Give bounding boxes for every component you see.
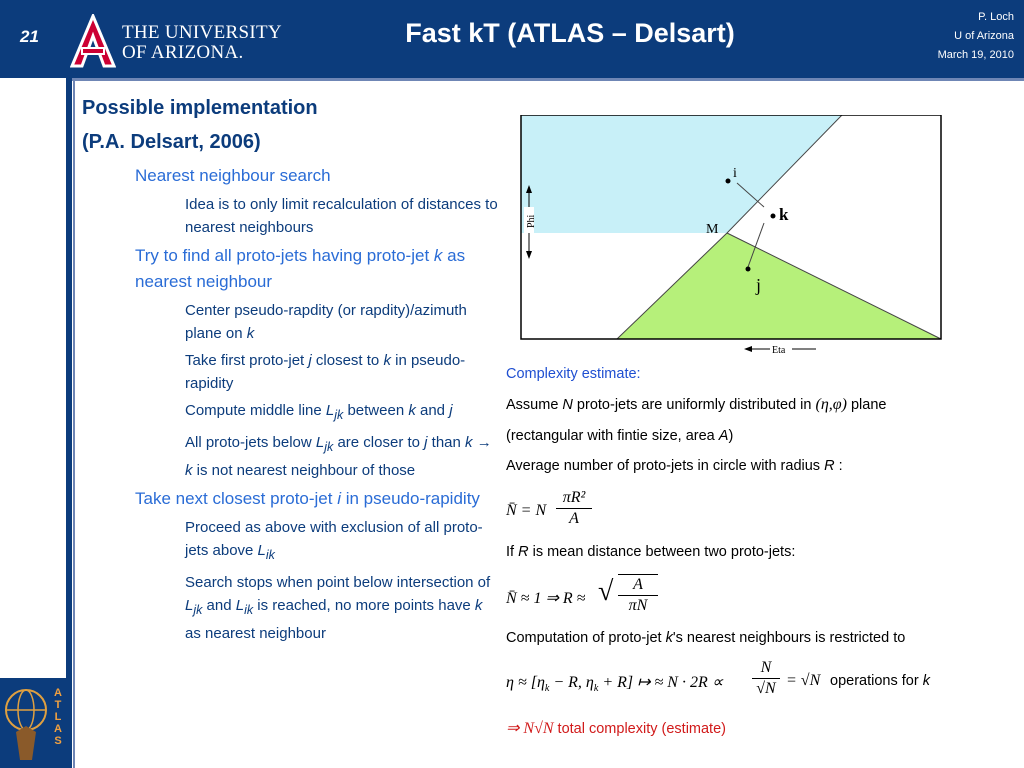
university-name [122,23,282,63]
var-l: L [257,542,266,559]
var-k: k [433,246,443,265]
equation-3 [506,658,1020,708]
eq3-numerator: N [752,658,780,679]
sub-ik: ik [244,603,254,617]
text: is mean distance between two proto-jets: [528,544,796,560]
atlas-label: ATLAS [54,687,62,747]
eta-phi-math: (η,φ) [815,396,847,413]
left-strip [0,78,66,768]
text: as nearest neighbour [135,246,466,291]
text: − R, η [549,674,594,691]
text: as nearest neighbour [185,625,326,642]
sub-bullet-proceed [185,516,500,567]
total-line [506,718,726,738]
var-l: L [315,434,325,451]
eq2-lhs: N̄ ≈ 1 ⇒ R ≈ [506,590,586,607]
text: in pseudo-rapidity [185,352,466,392]
sub-bullet-idea: Idea is to only limit recalculation of distances to nearest neighbours [185,196,498,236]
var-l: L [325,402,335,419]
text: ) [728,428,734,444]
bullet-content [82,91,500,645]
text: Try to find all proto-jets having proto-jet [135,246,434,265]
label-i: i [733,166,737,181]
slide-meta [938,8,1014,65]
header-rule [0,78,1024,81]
text: Compute middle line [185,402,326,419]
text: operations for [830,673,923,689]
if-line [506,544,795,560]
var-r: R [824,458,835,474]
var-j: j [308,352,312,369]
affiliation: U of Arizona [954,30,1014,42]
text: : [834,458,843,474]
author: P. Loch [978,11,1014,23]
university-name-line2: OF ARIZONA. [122,42,244,63]
heading-citation: (P.A. Delsart, 2006) [82,131,261,153]
text: in pseudo-rapidity [341,489,480,508]
text: than [427,434,466,451]
eta-arrow-left-icon [744,346,752,352]
eta-phi-diagram [516,115,956,361]
sub-k: k [593,683,599,695]
label-m: M [706,222,719,237]
left-bar-accent [73,78,75,768]
sub-jk: jk [193,603,203,617]
text: (rectangular with fintie size, area [506,428,719,444]
text: Take next closest proto-jet [135,489,338,508]
var-k: k [665,630,673,646]
eq1-fraction [556,488,592,529]
var-k-arrow: k → k [185,434,492,479]
axis-label-eta: Eta [772,345,786,356]
sub-bullet-below [185,431,500,482]
sub-bullet-search-stops [185,571,500,645]
var-k: k [474,597,483,614]
eq2-fraction [618,574,658,616]
text: proto-jets are uniformly distributed in [572,397,816,413]
sub-bullet-center [185,299,500,345]
university-logo-icon [70,14,116,68]
date: March 19, 2010 [937,49,1014,61]
axis-label-phi: Phi [526,214,537,228]
text: between [343,402,409,419]
atlas-figure-icon [2,682,50,762]
sub-ik: ik [265,548,275,562]
assume-line [506,396,886,414]
sqrt-icon: √ [598,576,614,607]
text: η ≈ [η [506,674,545,691]
text: Center pseudo-rapdity (or rapdity)/azimuth plane on [185,302,467,342]
text: is reached, no more points have [253,597,475,614]
eq2-numerator: A [618,575,658,596]
var-a: A [718,428,729,444]
var-l: L [235,597,245,614]
sub-jk: jk [334,408,344,422]
text: Proceed as above with exclusion of all proto-jets above [185,519,483,559]
text: and [415,402,450,419]
text: + R] ↦ ≈ N · 2R ∝ [598,674,724,691]
text: Search stops when point below intersection of [185,574,491,591]
point-i [726,179,731,184]
point-k [771,214,776,219]
sub-k: k [544,683,550,695]
eq3-lhs [506,672,723,694]
total-math: ⇒ N√N [506,720,554,737]
var-r: R [518,544,529,560]
point-j [746,267,751,272]
var-j: j [449,402,453,419]
text: Average number of proto-jets in circle with radius [506,458,825,474]
text: Assume [506,397,563,413]
var-k: k [408,402,416,419]
text: If [506,544,519,560]
total-text: total complexity (estimate) [553,721,726,737]
text: Computation of proto-jet [506,630,666,646]
eq1-lhs: N̄ = N [506,502,547,519]
label-j: j [756,275,762,295]
var-i: i [337,489,341,508]
text: Take first proto-jet [185,352,309,369]
text: plane [846,397,887,413]
var-k: k [246,325,255,342]
university-name-line1: THE UNIVERSITY [122,22,282,43]
operations-text [830,673,930,689]
bullet-take-next [135,486,500,512]
sub-bullet-middle-line [185,399,500,427]
eq3-rhs: = √N [786,672,821,689]
text: are closer to [333,434,425,451]
bullet-find-proto-jets [135,243,500,295]
var-l: L [185,597,194,614]
bullet-nearest-neighbour: Nearest neighbour search [135,166,331,185]
rect-line [506,428,733,444]
sub-bullet-take-first [185,349,500,395]
var-k: k [922,673,930,689]
eq3-fraction [752,658,780,699]
slide-number: 21 [20,27,39,46]
eq1-denominator: A [569,510,579,527]
sub-jk: jk [324,440,334,454]
var-n: N [562,397,573,413]
eq2-denominator: πN [628,597,648,614]
label-k: k [779,205,789,224]
text: 's nearest neighbours is restricted to [672,630,906,646]
heading-possible-implementation: Possible implementation [82,97,318,119]
average-line [506,458,843,474]
text: All proto-jets below [185,434,316,451]
eq3-denominator: √N [756,680,776,697]
complexity-label: Complexity estimate: [506,366,641,382]
eq1-numerator: πR² [556,488,592,509]
text: is not nearest neighbour of those [192,462,416,479]
text: closest to [311,352,384,369]
left-bar [66,78,72,768]
computation-line [506,630,905,646]
text: and [202,597,236,614]
var-k: k [383,352,391,369]
var-j: j [424,434,428,451]
slide-title: Fast kT (ATLAS – Delsart) [405,18,735,48]
